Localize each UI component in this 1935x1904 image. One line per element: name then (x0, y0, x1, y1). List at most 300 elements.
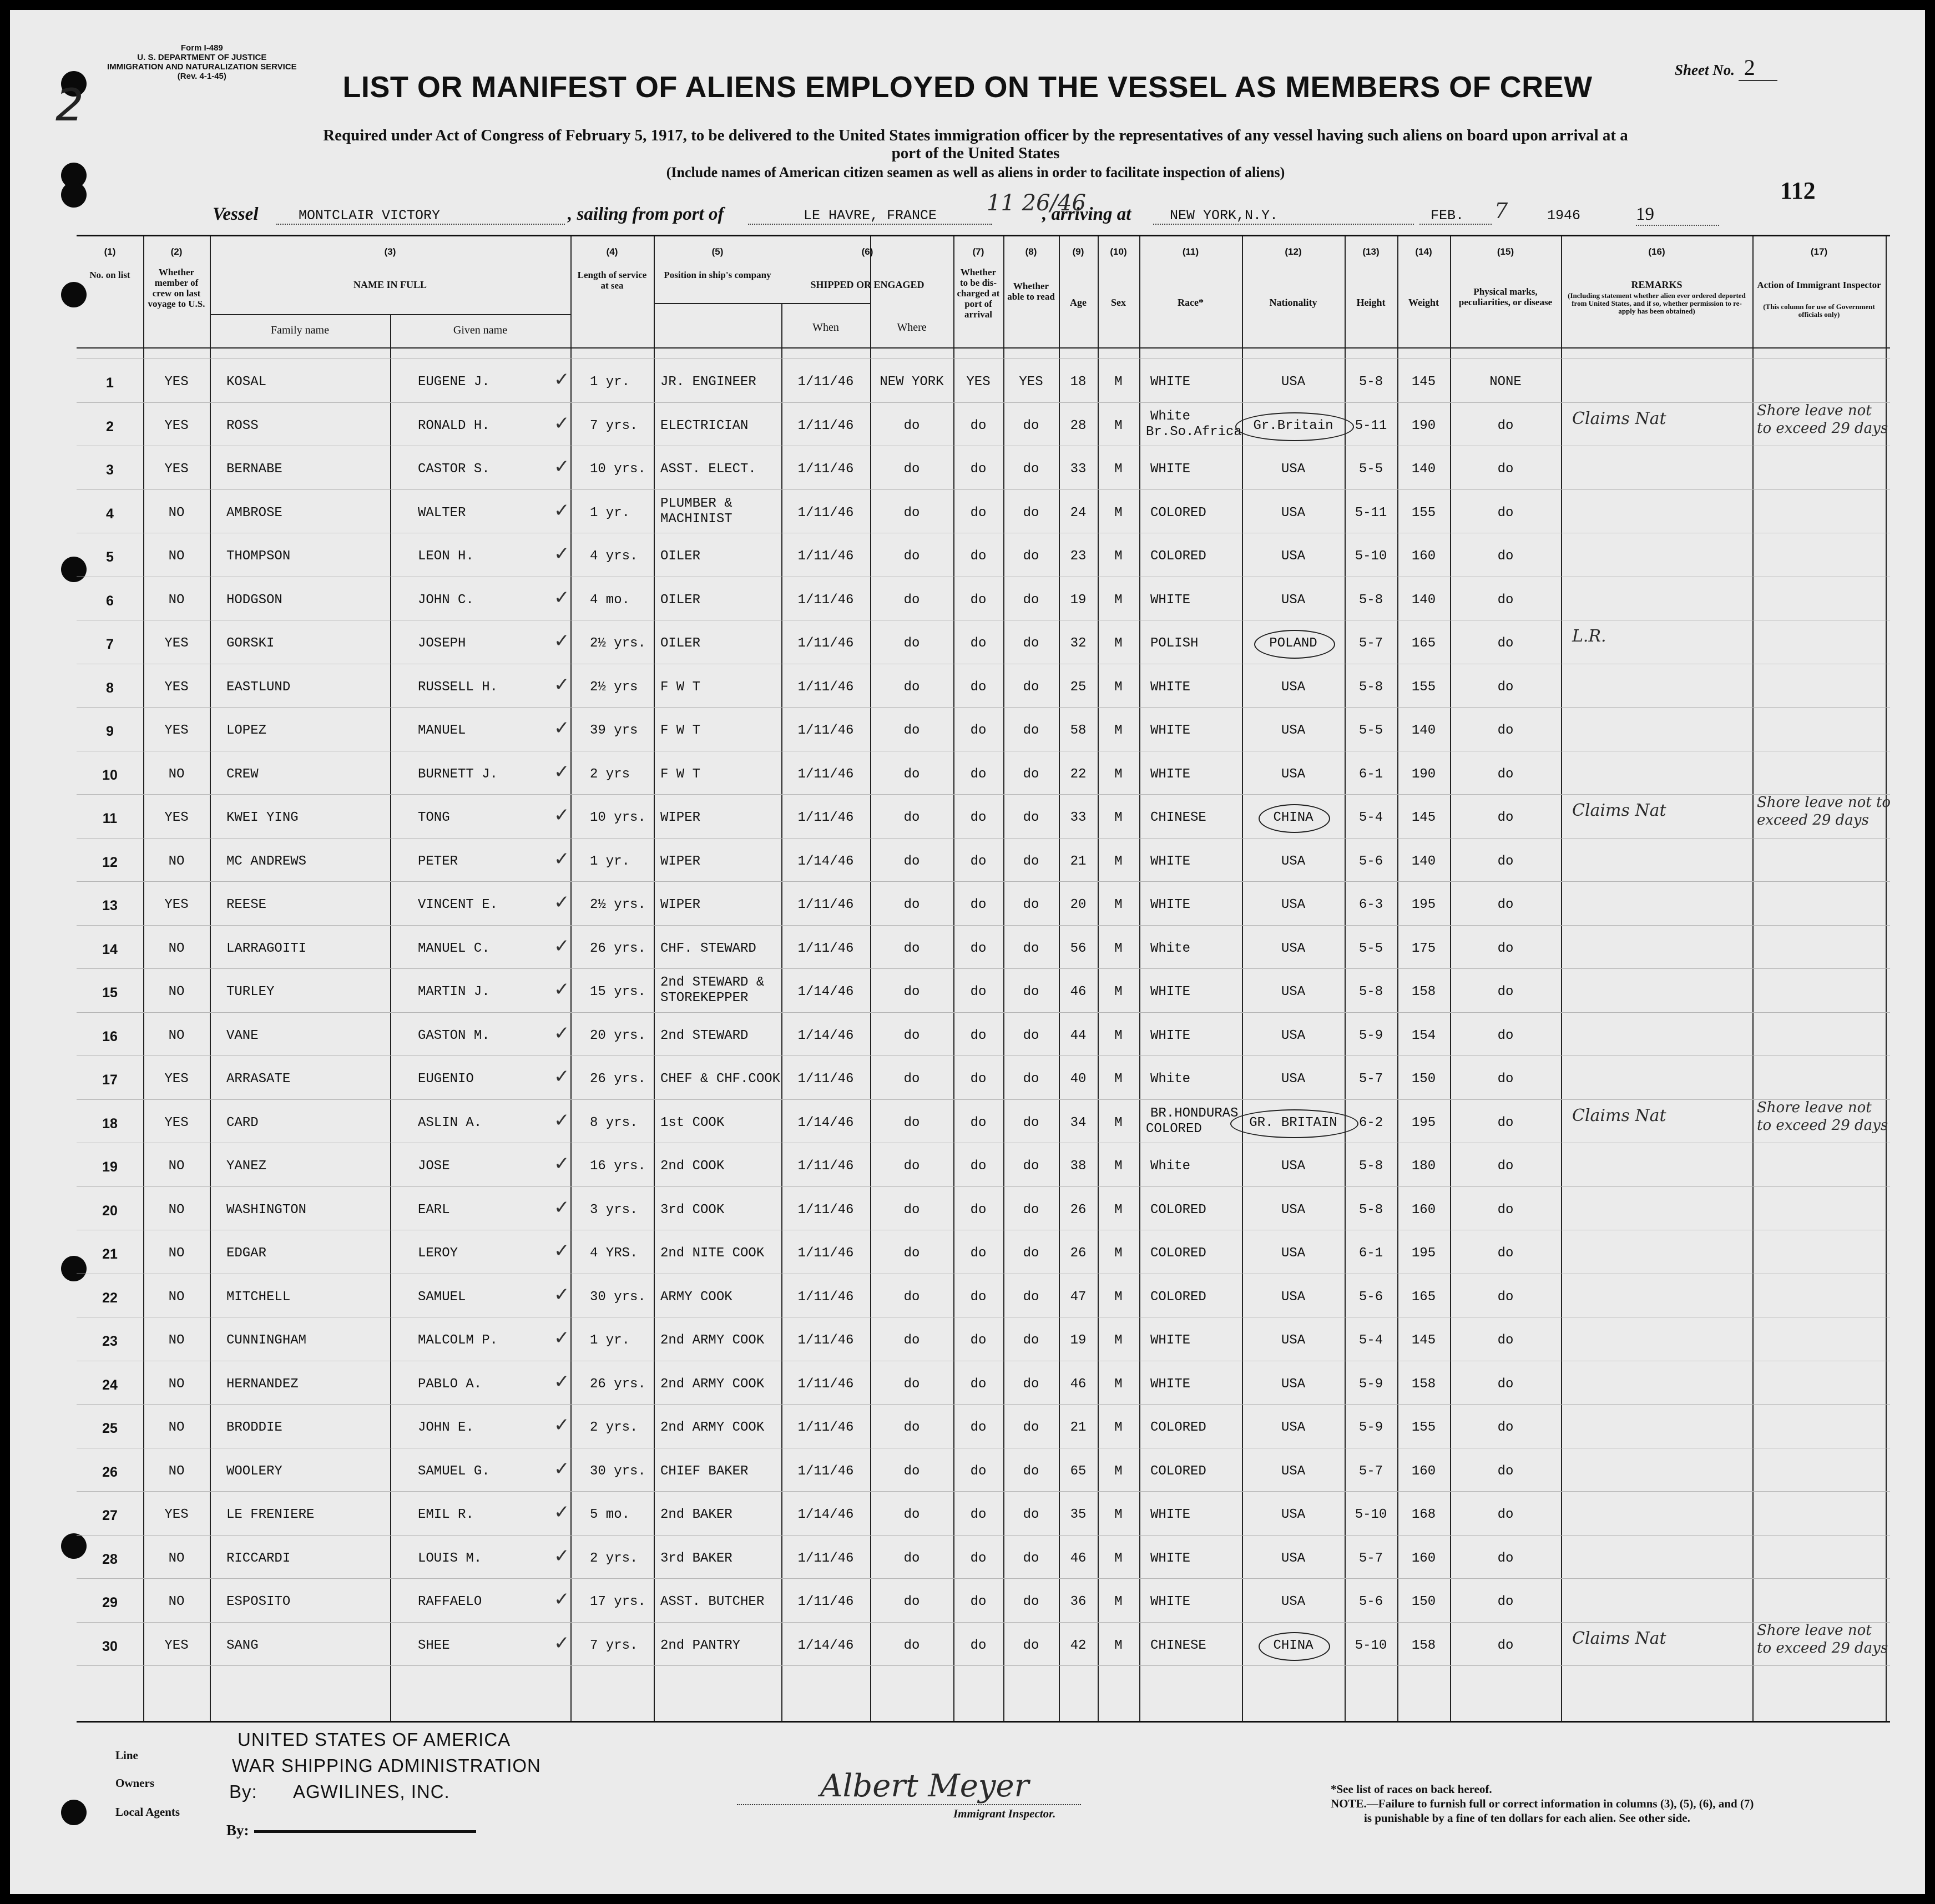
header-family-name: Family name (271, 324, 329, 336)
family-name-value: THOMPSON (226, 549, 291, 564)
position-value: F W T (660, 766, 701, 782)
age-value: 44 (1070, 1028, 1087, 1043)
able-to-read-value: do (1023, 723, 1039, 738)
sex-value: M (1114, 549, 1123, 564)
sex-value: M (1114, 418, 1123, 433)
race-value: WHITE (1150, 853, 1191, 869)
fine-note-cont: is punishable by a fine of ten dollars for each alien. See other side. (1364, 1811, 1690, 1825)
family-name-value: WOOLERY (226, 1463, 282, 1479)
inspector-action-handwritten: Shore leave not (1757, 1099, 1872, 1116)
given-name-value: EUGENIO (418, 1072, 474, 1087)
column-divider (953, 236, 954, 1721)
prev-voyage-value: YES (164, 679, 189, 695)
row-number: 8 (106, 680, 114, 696)
able-to-read-value: do (1023, 1507, 1039, 1522)
race-value: COLORED (1150, 505, 1206, 521)
prev-voyage-value: NO (168, 941, 185, 956)
age-value: 28 (1070, 418, 1087, 433)
arriving-port: NEW YORK,N.Y. (1153, 208, 1414, 225)
height-value: 5-5 (1358, 723, 1383, 738)
nationality-value: GR. BRITAIN (1249, 1115, 1337, 1130)
physical-marks-value: do (1497, 1115, 1514, 1130)
vessel-label: Vessel (213, 204, 259, 224)
stamp-line-2: WAR SHIPPING ADMINISTRATION (232, 1755, 541, 1776)
able-to-read-value: do (1023, 897, 1039, 912)
shipped-where-value: do (903, 1507, 920, 1522)
able-to-read-value: do (1023, 462, 1039, 477)
row-number: 13 (102, 898, 118, 913)
given-name-value: EUGENE J. (418, 375, 490, 390)
able-to-read-value: do (1023, 1594, 1039, 1609)
service-length-value: 1 yr. (590, 853, 630, 869)
family-name-value: ROSS (226, 418, 259, 433)
given-name-value: JOSEPH (418, 636, 466, 651)
age-value: 35 (1070, 1507, 1087, 1522)
column-number-c13: (13) (1362, 246, 1380, 257)
punch-hole (61, 1800, 87, 1825)
prev-voyage-value: NO (168, 592, 185, 608)
discharged-value: do (970, 897, 987, 912)
shipped-where-value: do (903, 853, 920, 869)
sheet-number: Sheet No. 2 (1675, 54, 1777, 80)
remark-handwritten: Claims Nat (1572, 408, 1666, 428)
service-length-value: 2 yrs. (590, 1551, 638, 1566)
race-value: COLORED (1150, 549, 1206, 564)
given-name-value: WALTER (418, 505, 466, 521)
header-prev-voyage: Whether member of crew on last voyage to U.S. (148, 267, 205, 309)
family-name-value: VANE (226, 1028, 259, 1043)
race-value: WHITE (1150, 897, 1191, 912)
family-name-value: TURLEY (226, 984, 275, 999)
given-name-value: MANUEL C. (418, 941, 490, 956)
sex-value: M (1114, 810, 1123, 825)
race-value: CHINESE (1150, 1638, 1206, 1653)
sex-value: M (1114, 1376, 1123, 1392)
sex-value: M (1114, 1246, 1123, 1261)
column-divider (1139, 236, 1140, 1721)
physical-marks-value: do (1497, 941, 1514, 956)
inspector-action-handwritten: Shore leave not to (1757, 794, 1891, 811)
given-name-value: EMIL R. (418, 1507, 474, 1522)
row-divider (77, 1404, 1890, 1405)
check-mark: ✓ (554, 1544, 570, 1567)
corner-handwritten-number: 2 (55, 79, 84, 131)
height-value: 5-7 (1358, 1551, 1383, 1566)
arrival-day: 7 (1494, 199, 1508, 223)
year-prefix: 19 (1636, 204, 1719, 226)
header-shipped-when: When (812, 321, 839, 334)
position-value: CHIEF BAKER (660, 1463, 749, 1479)
header-race: Race* (1178, 297, 1204, 308)
weight-value: 145 (1411, 375, 1436, 390)
height-value: 5-6 (1358, 1289, 1383, 1305)
service-length-value: 1 yr. (590, 375, 630, 390)
column-divider (210, 236, 211, 1721)
height-value: 5-11 (1355, 418, 1387, 433)
shipped-when-value: 1/14/46 (797, 984, 854, 999)
row-number: 11 (102, 811, 118, 826)
shipped-where-value: do (903, 1202, 920, 1218)
check-mark: ✓ (554, 1153, 570, 1175)
fine-note: NOTE.—Failure to furnish full or correct information in columns (3), (5), (6), and (7) (1331, 1797, 1754, 1810)
able-to-read-value: do (1023, 1638, 1039, 1653)
footer-by-signature-line (254, 1830, 476, 1833)
row-divider (77, 1099, 1890, 1100)
age-value: 25 (1070, 679, 1087, 695)
race-value: White (1150, 1072, 1191, 1087)
physical-marks-value: do (1497, 1289, 1514, 1305)
sex-value: M (1114, 1115, 1123, 1130)
prev-voyage-value: NO (168, 1202, 185, 1218)
physical-marks-value: do (1497, 679, 1514, 695)
age-value: 42 (1070, 1638, 1087, 1653)
check-mark: ✓ (554, 1414, 570, 1436)
position-value: 2nd PANTRY (660, 1638, 741, 1653)
shipped-where-value: do (903, 592, 920, 608)
sex-value: M (1114, 1159, 1123, 1174)
column-divider (570, 236, 572, 1721)
shipped-when-value: 1/11/46 (797, 592, 854, 608)
family-name-value: MITCHELL (226, 1289, 291, 1305)
sex-value: M (1114, 723, 1123, 738)
height-value: 5-4 (1358, 810, 1383, 825)
row-number: 29 (102, 1595, 118, 1610)
prev-voyage-value: YES (164, 418, 189, 433)
service-length-value: 15 yrs. (590, 984, 646, 999)
service-length-value: 2 yrs. (590, 1420, 638, 1435)
height-value: 5-8 (1358, 984, 1383, 999)
given-name-value: EARL (418, 1202, 450, 1218)
physical-marks-value: do (1497, 1028, 1514, 1043)
column-divider (1886, 236, 1887, 1721)
height-value: 5-5 (1358, 462, 1383, 477)
remark-handwritten: Claims Nat (1572, 1105, 1666, 1125)
prev-voyage-value: YES (164, 1115, 189, 1130)
arrival-year: 1946 (1547, 208, 1581, 224)
physical-marks-value: do (1497, 1333, 1514, 1348)
able-to-read-value: do (1023, 1376, 1039, 1392)
header-remarks-sub: (Including statement whether alien ever ordered deported from United States, and if so, whether permission to re-apply has been obtained) (1568, 291, 1746, 315)
nationality-circle (1254, 630, 1335, 659)
row-number: 3 (106, 462, 114, 478)
race-value: WHITE (1150, 375, 1191, 390)
prev-voyage-value: YES (164, 723, 189, 738)
nationality-value: USA (1281, 1420, 1306, 1435)
able-to-read-value: do (1023, 984, 1039, 999)
physical-marks-value: do (1497, 636, 1514, 651)
discharged-value: do (970, 636, 987, 651)
shipped-when-value: 1/11/46 (797, 462, 854, 477)
prev-voyage-value: YES (164, 375, 189, 390)
race-value: WHITE (1150, 462, 1191, 477)
position-value: F W T (660, 679, 701, 695)
shipped-where-value: do (903, 1638, 920, 1653)
shipped-when-value: 1/14/46 (797, 1507, 854, 1522)
weight-value: 195 (1411, 1115, 1436, 1130)
header-height: Height (1356, 297, 1386, 308)
weight-value: 158 (1411, 1376, 1436, 1392)
discharged-value: do (970, 1159, 987, 1174)
able-to-read-value: do (1023, 1289, 1039, 1305)
row-divider (77, 707, 1890, 708)
column-number-c15: (15) (1497, 246, 1514, 257)
shipped-when-value: 1/11/46 (797, 1072, 854, 1087)
check-mark: ✓ (554, 1240, 570, 1262)
shipped-when-value: 1/11/46 (797, 505, 854, 521)
height-value: 5-5 (1358, 941, 1383, 956)
prev-voyage-value: YES (164, 1072, 189, 1087)
weight-value: 158 (1411, 984, 1436, 999)
row-number: 12 (102, 854, 118, 870)
manifest-sheet (10, 10, 1925, 1894)
age-value: 20 (1070, 897, 1087, 912)
physical-marks-value: do (1497, 810, 1514, 825)
check-mark: ✓ (554, 760, 570, 783)
able-to-read-value: do (1023, 853, 1039, 869)
service-length-value: 7 yrs. (590, 418, 638, 433)
given-name-value: LEON H. (418, 549, 474, 564)
service-length-value: 10 yrs. (590, 810, 646, 825)
row-divider (77, 1622, 1890, 1623)
nationality-value: USA (1281, 1072, 1306, 1087)
header-shipped-or-engaged: SHIPPED OR ENGAGED (810, 279, 924, 290)
family-name-value: ARRASATE (226, 1072, 291, 1087)
given-name-value: MARTIN J. (418, 984, 490, 999)
shipped-when-value: 1/11/46 (797, 723, 854, 738)
inspector-signature-line (737, 1804, 1081, 1805)
able-to-read-value: do (1023, 810, 1039, 825)
column-divider (1561, 236, 1562, 1721)
check-mark: ✓ (554, 847, 570, 870)
service-length-value: 2½ yrs (590, 679, 638, 695)
able-to-read-value: YES (1019, 375, 1043, 390)
column-number-c9: (9) (1072, 246, 1084, 257)
able-to-read-value: do (1023, 549, 1039, 564)
physical-marks-value: do (1497, 505, 1514, 521)
weight-value: 165 (1411, 1289, 1436, 1305)
able-to-read-value: do (1023, 1420, 1039, 1435)
height-value: 5-7 (1358, 1072, 1383, 1087)
weight-value: 140 (1411, 592, 1436, 608)
form-identifier: Form I-489 U. S. DEPARTMENT OF JUSTICE IMMIGRATION AND NATURALIZATION SERVICE (Rev. 4-1-45) (107, 43, 297, 81)
race-value: WHITE (1150, 1028, 1191, 1043)
shipped-where-value: do (903, 1376, 920, 1392)
age-value: 19 (1070, 592, 1087, 608)
physical-marks-value: do (1497, 1246, 1514, 1261)
discharged-value: do (970, 1507, 987, 1522)
weight-value: 165 (1411, 636, 1436, 651)
row-divider (77, 1665, 1890, 1666)
given-name-value: LEROY (418, 1246, 458, 1261)
nationality-value: USA (1281, 592, 1306, 608)
shipped-where-value: do (903, 810, 920, 825)
shipped-when-value: 1/11/46 (797, 375, 854, 390)
age-value: 36 (1070, 1594, 1087, 1609)
age-value: 24 (1070, 505, 1087, 521)
sex-value: M (1114, 505, 1123, 521)
family-name-value: CUNNINGHAM (226, 1333, 307, 1348)
race-value: White (1150, 408, 1191, 424)
row-number: 14 (102, 941, 118, 957)
height-value: 6-1 (1358, 1246, 1383, 1261)
family-name-value: LE FRENIERE (226, 1507, 315, 1522)
age-value: 23 (1070, 549, 1087, 564)
nationality-value: Gr.Britain (1253, 418, 1333, 433)
weight-value: 154 (1411, 1028, 1436, 1043)
shipped-where-value: do (903, 636, 920, 651)
shipped-when-value: 1/11/46 (797, 1420, 854, 1435)
shipped-where-value: NEW YORK (880, 375, 944, 390)
include-note: (Include names of American citizen seamen as well as aliens in order to facilitate inspection of aliens) (666, 164, 1285, 180)
sex-value: M (1114, 1594, 1123, 1609)
sex-value: M (1114, 462, 1123, 477)
race-value-line2: Br.So.Africa (1146, 424, 1242, 440)
physical-marks-value: NONE (1489, 375, 1522, 390)
given-name-value: MANUEL (418, 723, 466, 738)
service-length-value: 39 yrs (590, 723, 638, 738)
column-divider (1752, 236, 1754, 1721)
prev-voyage-value: NO (168, 505, 185, 521)
column-number-c2: (2) (170, 246, 183, 257)
prev-voyage-value: YES (164, 1507, 189, 1522)
column-number-c10: (10) (1110, 246, 1127, 257)
row-divider (77, 358, 1890, 359)
inspector-signature: Albert Meyer (820, 1768, 1029, 1804)
discharged-value: do (970, 1420, 987, 1435)
check-mark: ✓ (554, 1196, 570, 1219)
header-discharged: Whether to be dis-charged at port of arrival (957, 267, 1000, 320)
physical-marks-value: do (1497, 723, 1514, 738)
nationality-circle (1235, 412, 1354, 441)
race-value: WHITE (1150, 592, 1191, 608)
check-mark: ✓ (554, 499, 570, 522)
sex-value: M (1114, 1333, 1123, 1348)
physical-marks-value: do (1497, 1420, 1514, 1435)
nationality-value: USA (1281, 1202, 1306, 1218)
nationality-value: USA (1281, 853, 1306, 869)
sex-value: M (1114, 679, 1123, 695)
family-name-value: AMBROSE (226, 505, 282, 521)
shipped-when-value: 1/14/46 (797, 853, 854, 869)
row-divider (77, 1491, 1890, 1492)
column-number-c6: (6) (861, 246, 873, 257)
row-number: 25 (102, 1421, 118, 1436)
given-name-value: SAMUEL (418, 1289, 466, 1305)
column-divider (654, 236, 655, 1721)
race-value: WHITE (1150, 1551, 1191, 1566)
age-value: 65 (1070, 1463, 1087, 1479)
shipped-when-value: 1/11/46 (797, 1551, 854, 1566)
given-name-value: GASTON M. (418, 1028, 490, 1043)
race-value: WHITE (1150, 984, 1191, 999)
nationality-value: POLAND (1269, 636, 1317, 651)
row-number: 28 (102, 1551, 118, 1567)
row-number: 9 (106, 724, 114, 739)
sailing-label: , sailing from port of (568, 204, 724, 224)
physical-marks-value: do (1497, 592, 1514, 608)
header-age: Age (1070, 297, 1087, 308)
height-value: 6-2 (1358, 1115, 1383, 1130)
service-length-value: 5 mo. (590, 1507, 630, 1522)
height-value: 5-10 (1355, 549, 1387, 564)
sex-value: M (1114, 766, 1123, 782)
check-mark: ✓ (554, 1022, 570, 1044)
nationality-value: USA (1281, 549, 1306, 564)
weight-value: 145 (1411, 1333, 1436, 1348)
height-value: 6-1 (1358, 766, 1383, 782)
able-to-read-value: do (1023, 1202, 1039, 1218)
row-number: 2 (106, 418, 114, 435)
family-name-value: BERNABE (226, 462, 282, 477)
given-name-value: RAFFAELO (418, 1594, 482, 1609)
shipped-where-value: do (903, 766, 920, 782)
service-length-value: 2½ yrs. (590, 897, 646, 912)
family-name-value: GORSKI (226, 636, 275, 651)
shipped-when-value: 1/11/46 (797, 1202, 854, 1218)
physical-marks-value: do (1497, 1202, 1514, 1218)
physical-marks-value: do (1497, 1594, 1514, 1609)
weight-value: 150 (1411, 1072, 1436, 1087)
shipped-where-value: do (903, 723, 920, 738)
service-length-value: 26 yrs. (590, 1072, 646, 1087)
age-value: 33 (1070, 810, 1087, 825)
sex-value: M (1114, 984, 1123, 999)
column-number-c17: (17) (1810, 246, 1828, 257)
shipped-where-value: do (903, 1115, 920, 1130)
header-physical-marks: Physical marks, peculiarities, or disease (1458, 286, 1553, 307)
column-number-c12: (12) (1285, 246, 1302, 257)
able-to-read-value: do (1023, 1463, 1039, 1479)
height-value: 5-7 (1358, 1463, 1383, 1479)
column-number-c16: (16) (1648, 246, 1665, 257)
sex-value: M (1114, 897, 1123, 912)
family-name-value: EDGAR (226, 1246, 267, 1261)
position-value: 2nd COOK (660, 1159, 725, 1174)
nationality-value: USA (1281, 462, 1306, 477)
weight-value: 150 (1411, 1594, 1436, 1609)
shipped-when-value: 1/11/46 (797, 941, 854, 956)
able-to-read-value: do (1023, 636, 1039, 651)
race-value: COLORED (1150, 1463, 1206, 1479)
physical-marks-value: do (1497, 1551, 1514, 1566)
position-value: WIPER (660, 810, 701, 825)
age-value: 56 (1070, 941, 1087, 956)
header-sex: Sex (1111, 297, 1126, 308)
discharged-value: do (970, 1376, 987, 1392)
given-name-value: SHEE (418, 1638, 450, 1653)
physical-marks-value: do (1497, 418, 1514, 433)
weight-value: 140 (1411, 723, 1436, 738)
shipped-where-value: do (903, 1028, 920, 1043)
age-value: 19 (1070, 1333, 1087, 1348)
able-to-read-value: do (1023, 1333, 1039, 1348)
position-value: ARMY COOK (660, 1289, 732, 1305)
position-value: JR. ENGINEER (660, 375, 756, 390)
nationality-value: USA (1281, 1159, 1306, 1174)
service-length-value: 4 mo. (590, 592, 630, 608)
given-name-value: RUSSELL H. (418, 679, 498, 695)
discharged-value: do (970, 505, 987, 521)
subheader-divider (654, 303, 870, 304)
position-value: WIPER (660, 853, 701, 869)
check-mark: ✓ (554, 804, 570, 826)
discharged-value: do (970, 1028, 987, 1043)
service-length-value: 26 yrs. (590, 941, 646, 956)
given-name-value: MALCOLM P. (418, 1333, 498, 1348)
races-note: *See list of races on back hereof. (1331, 1782, 1492, 1796)
shipped-when-value: 1/11/46 (797, 897, 854, 912)
family-name-value: HERNANDEZ (226, 1376, 299, 1392)
